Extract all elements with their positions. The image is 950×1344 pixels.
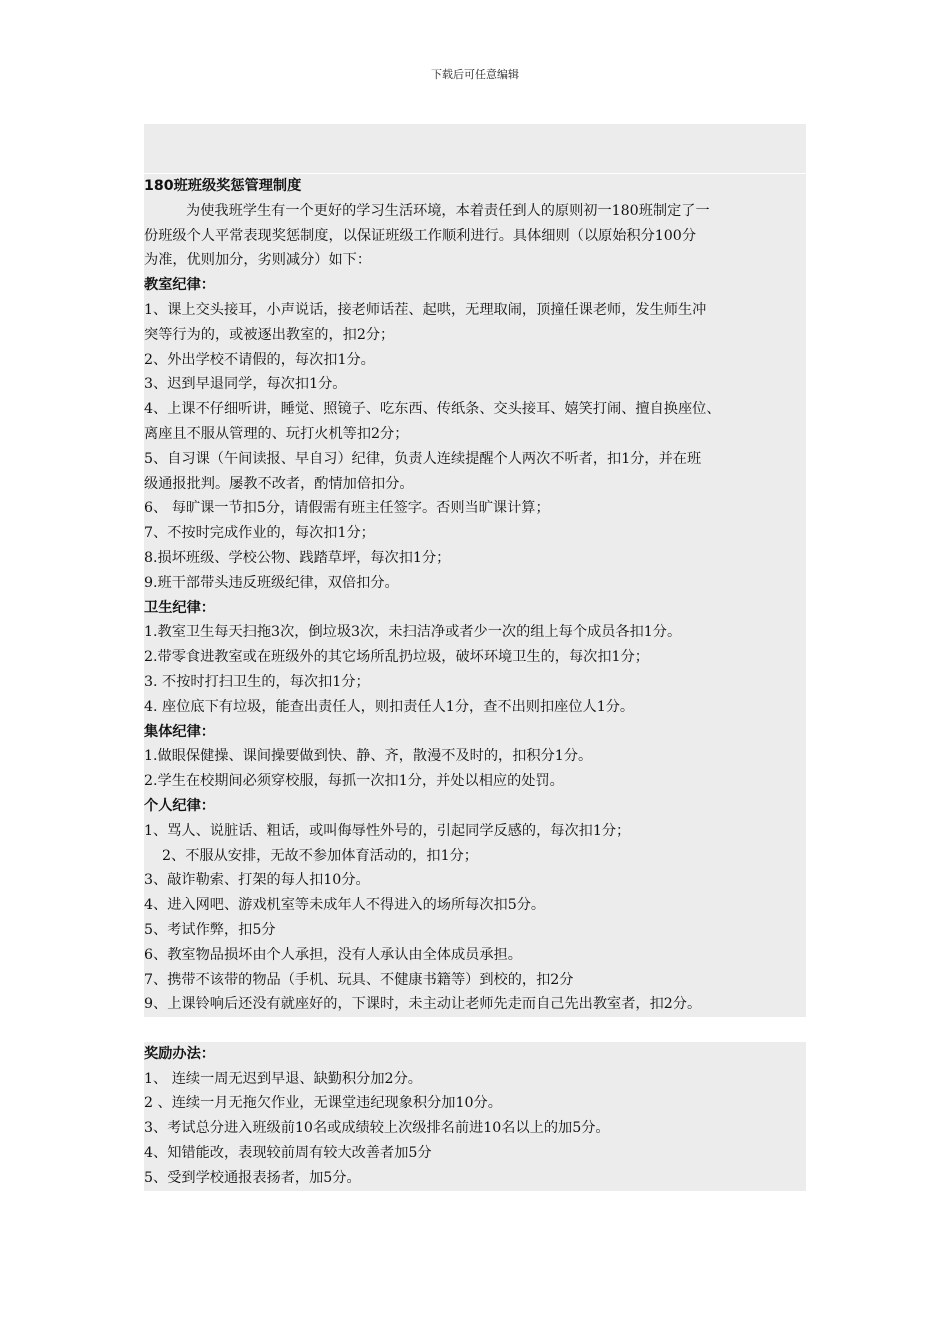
- rule-line: 3. 不按时打扫卫生的，每次扣1分；: [144, 670, 806, 695]
- rule-line: 7、不按时完成作业的，每次扣1分；: [144, 521, 806, 546]
- reward-line: 4、知错能改，表现较前周有较大改善者加5分: [144, 1141, 806, 1166]
- rule-line: 8.损坏班级、学校公物、践踏草坪，每次扣1分；: [144, 546, 806, 571]
- document-title: 180班班级奖惩管理制度: [144, 174, 806, 199]
- rule-line: 3、敲诈勒索、打架的每人扣10分。: [144, 868, 806, 893]
- rule-line: 5、考试作弊，扣5分: [144, 918, 806, 943]
- rule-line: 6、 每旷课一节扣5分，请假需有班主任签字。否则当旷课计算；: [144, 496, 806, 521]
- header-banner: [144, 124, 806, 173]
- document-body: [144, 174, 806, 1191]
- rule-line: 2、外出学校不请假的，每次扣1分。: [144, 348, 806, 373]
- rule-line: 2.带零食进教室或在班级外的其它场所乱扔垃圾，破坏环境卫生的，每次扣1分；: [144, 645, 806, 670]
- rule-line: 1、课上交头接耳，小声说话，接老师话茬、起哄，无理取闹，顶撞任课老师，发生师生冲: [144, 298, 806, 323]
- rule-line: 1.教室卫生每天扫拖3次，倒垃圾3次，未扫洁净或者少一次的组上每个成员各扣1分。: [144, 620, 806, 645]
- rule-line: 5、自习课（午间读报、早自习）纪律，负责人连续提醒个人两次不听者，扣1分，并在班: [144, 447, 806, 472]
- rule-line: 3、迟到早退同学，每次扣1分。: [144, 372, 806, 397]
- reward-line: 3、考试总分进入班级前10名或成绩较上次级排名前进10名以上的加5分。: [144, 1116, 806, 1141]
- section-heading-hygiene: 卫生纪律：: [144, 596, 806, 621]
- section-heading-collective: 集体纪律：: [144, 720, 806, 745]
- rule-line: 2.学生在校期间必须穿校服，每抓一次扣1分，并处以相应的处罚。: [144, 769, 806, 794]
- rule-line: 7、携带不该带的物品（手机、玩具、不健康书籍等）到校的，扣2分: [144, 968, 806, 993]
- blank-line: [144, 1017, 806, 1042]
- rule-line: 6、教室物品损坏由个人承担，没有人承认由全体成员承担。: [144, 943, 806, 968]
- intro-line: 份班级个人平常表现奖惩制度，以保证班级工作顺利进行。具体细则（以原始积分100分: [144, 224, 806, 249]
- rule-line: 4、上课不仔细听讲，睡觉、照镜子、吃东西、传纸条、交头接耳、嬉笑打闹、擅自换座位、: [144, 397, 806, 422]
- rule-line: 级通报批判。屡教不改者，酌情加倍扣分。: [144, 472, 806, 497]
- rule-line: 4. 座位底下有垃圾，能查出责任人，则扣责任人1分，查不出则扣座位人1分。: [144, 695, 806, 720]
- rule-line: 1.做眼保健操、课间操要做到快、静、齐，散漫不及时的，扣积分1分。: [144, 744, 806, 769]
- rule-line: 4、进入网吧、游戏机室等未成年人不得进入的场所每次扣5分。: [144, 893, 806, 918]
- intro-line: 为准，优则加分，劣则减分）如下：: [144, 248, 806, 273]
- reward-line: 1、 连续一周无迟到早退、缺勤积分加2分。: [144, 1067, 806, 1092]
- page-header: 下载后可任意编辑: [431, 68, 519, 81]
- reward-line: 2 、连续一月无拖欠作业，无课堂违纪现象积分加10分。: [144, 1091, 806, 1116]
- rule-line: 2、不服从安排，无故不参加体育活动的，扣1分；: [144, 844, 806, 869]
- rule-line: 9、上课铃响后还没有就座好的，下课时，未主动让老师先走而自己先出教室者，扣2分。: [144, 992, 806, 1017]
- section-heading-classroom: 教室纪律：: [144, 273, 806, 298]
- rule-line: 突等行为的，或被逐出教室的，扣2分；: [144, 323, 806, 348]
- section-heading-reward: 奖励办法：: [144, 1042, 806, 1067]
- intro-line: 为使我班学生有一个更好的学习生活环境，本着责任到人的原则初一180班制定了一: [144, 199, 806, 224]
- rule-line: 1、骂人、说脏话、粗话，或叫侮辱性外号的，引起同学反感的，每次扣1分；: [144, 819, 806, 844]
- section-heading-personal: 个人纪律：: [144, 794, 806, 819]
- reward-line: 5、受到学校通报表扬者，加5分。: [144, 1166, 806, 1191]
- rule-line: 离座且不服从管理的、玩打火机等扣2分；: [144, 422, 806, 447]
- rule-line: 9.班干部带头违反班级纪律，双倍扣分。: [144, 571, 806, 596]
